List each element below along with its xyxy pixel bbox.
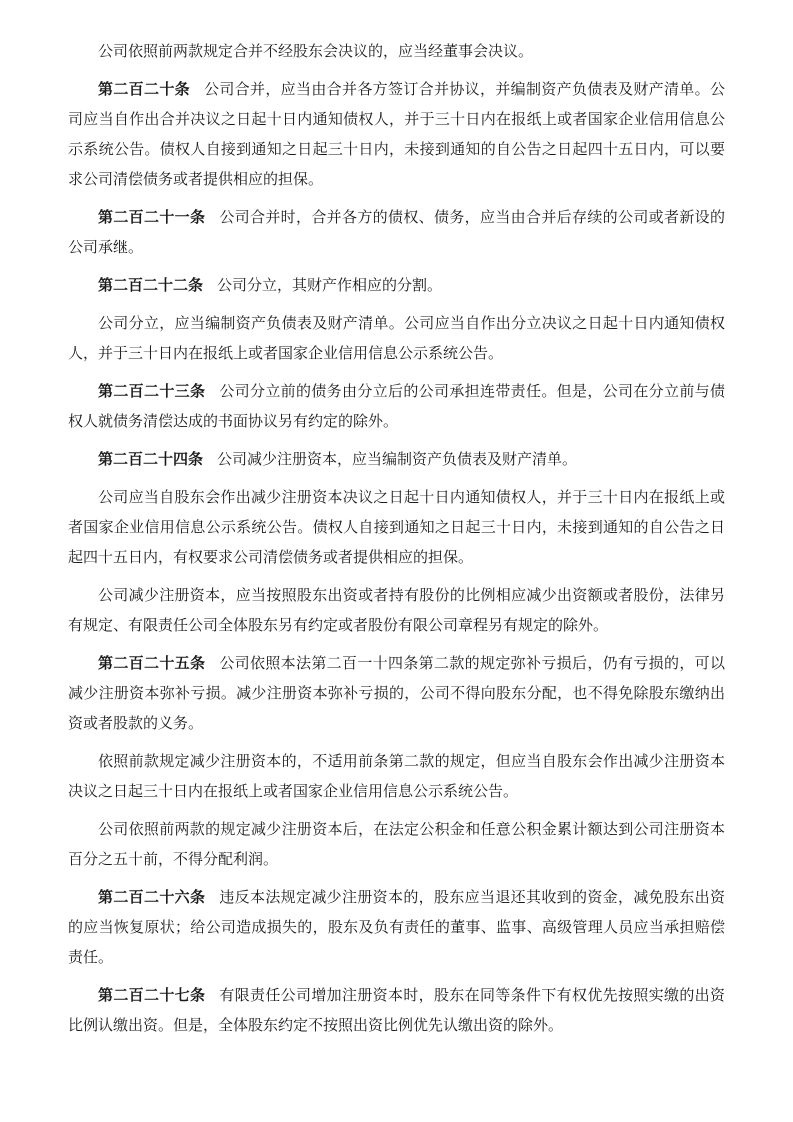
- paragraph-text: 违反本法规定减少注册资本的，股东应当退还其收到的资金，减免股东出资的应当恢复原状；给公司造成损失的，股东及负有责任的董事、监事、高级管理人员应当承担赔偿责任。: [68, 888, 725, 966]
- article-number: 第二百二十四条: [98, 450, 204, 468]
- article-number: 第二百二十五条: [98, 654, 206, 672]
- paragraph-text: 公司分立，其财产作相应的分割。: [217, 276, 443, 294]
- paragraph: [68, 980, 725, 1040]
- paragraph: [68, 444, 725, 474]
- article-number: 第二百二十七条: [98, 986, 206, 1004]
- paragraph-text: 公司分立前的债务由分立后的公司承担连带责任。但是，公司在分立前与债权人就债务清偿达成的书面协议另有约定的除外。: [68, 382, 725, 430]
- article-number: 第二百二十一条: [98, 208, 206, 226]
- paragraph: [68, 308, 725, 368]
- paragraph-text: 公司应当自股东会作出减少注册资本决议之日起十日内通知债权人，并于三十日内在报纸上或者国家企业信用信息公示系统公告。债权人自接到通知之日起三十日内，未接到通知的自公告之日起四十五日内，有权要求公司清偿债务或者提供相应的担保。: [68, 488, 725, 566]
- article-number: 第二百二十六条: [98, 888, 206, 906]
- article-number: 第二百二十条: [98, 80, 190, 98]
- paragraph-text: 公司合并时，合并各方的债权、债务，应当由合并后存续的公司或者新设的公司承继。: [68, 208, 725, 256]
- paragraph: [68, 74, 725, 194]
- paragraph: [68, 814, 725, 874]
- paragraph: [68, 648, 725, 738]
- article-number: 第二百二十二条: [98, 276, 204, 294]
- paragraph-text: 有限责任公司增加注册资本时，股东在同等条件下有权优先按照实缴的出资比例认缴出资。但是，全体股东约定不按照出资比例优先认缴出资的除外。: [68, 986, 725, 1034]
- paragraph-text: 公司依照前两款的规定减少注册资本后，在法定公积金和任意公积金累计额达到公司注册资本百分之五十前，不得分配利润。: [68, 820, 725, 868]
- paragraph: [68, 376, 725, 436]
- paragraph-text: 公司分立，应当编制资产负债表及财产清单。公司应当自作出分立决议之日起十日内通知债权人，并于三十日内在报纸上或者国家企业信用信息公示系统公告。: [68, 314, 725, 362]
- paragraph-text: 公司合并，应当由合并各方签订合并协议，并编制资产负债表及财产清单。公司应当自作出合并决议之日起十日内通知债权人，并于三十日内在报纸上或者国家企业信用信息公示系统公告。债权人自接到通知之日起三十日内，未接到通知的自公告之日起四十五日内，可以要求公司清偿债务或者提供相应的担保。: [68, 80, 725, 188]
- paragraph-text: 公司减少注册资本，应当按照股东出资或者持有股份的比例相应减少出资额或者股份，法律另有规定、有限责任公司全体股东另有约定或者股份有限公司章程另有规定的除外。: [68, 586, 725, 634]
- article-number: 第二百二十三条: [98, 382, 206, 400]
- paragraph: [68, 482, 725, 572]
- paragraph-text: 公司减少注册资本，应当编制资产负债表及财产清单。: [217, 450, 578, 468]
- paragraph: [68, 202, 725, 262]
- paragraph: [68, 36, 725, 66]
- paragraph-text: 公司依照本法第二百一十四条第二款的规定弥补亏损后，仍有亏损的，可以减少注册资本弥补亏损。减少注册资本弥补亏损的，公司不得向股东分配，也不得免除股东缴纳出资或者股款的义务。: [68, 654, 725, 732]
- paragraph: [68, 580, 725, 640]
- paragraph-text: 依照前款规定减少注册资本的，不适用前条第二款的规定，但应当自股东会作出减少注册资本决议之日起三十日内在报纸上或者国家企业信用信息公示系统公告。: [68, 752, 725, 800]
- paragraph: [68, 882, 725, 972]
- paragraph: [68, 746, 725, 806]
- paragraph-text: 公司依照前两款规定合并不经股东会决议的，应当经董事会决议。: [98, 42, 534, 60]
- paragraph: [68, 270, 725, 300]
- document-page: [68, 36, 725, 1048]
